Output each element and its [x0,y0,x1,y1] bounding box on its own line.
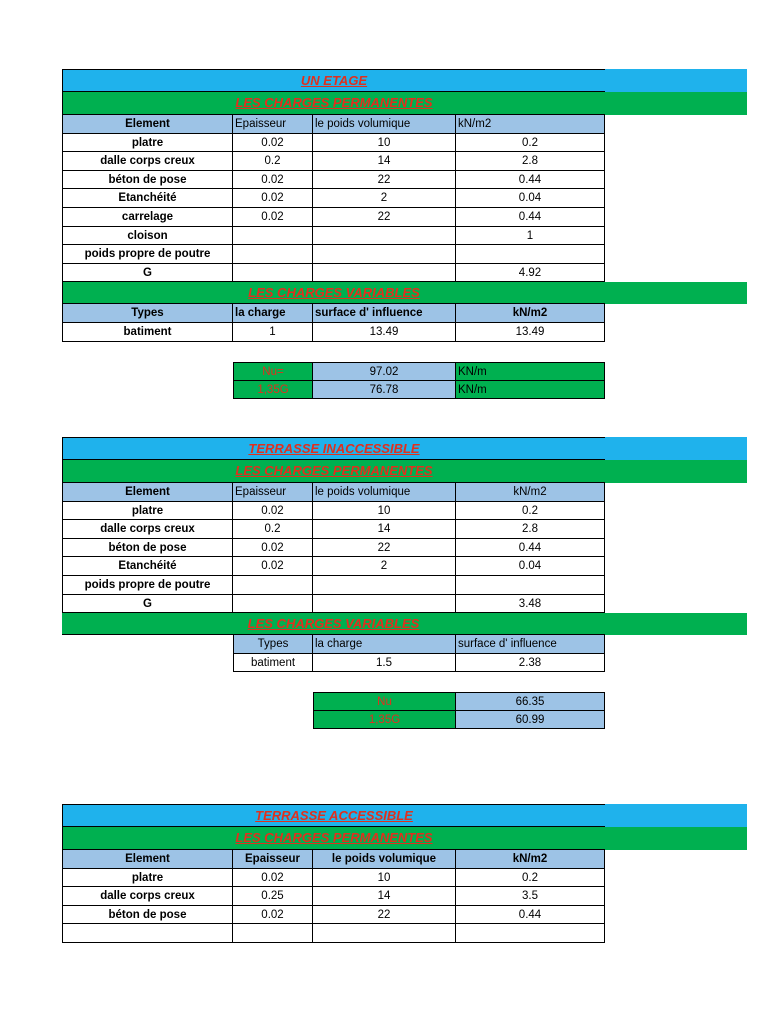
cell: platre [62,134,233,153]
cell [233,924,313,943]
cell: batiment [62,323,233,342]
summary-label: Nu [313,692,456,711]
cell [313,227,456,246]
cell: 14 [313,520,456,539]
cell: 0.04 [456,189,605,208]
summary-value: 97.02 [313,362,456,381]
cell: 0.02 [233,539,313,558]
cell: 0.44 [456,906,605,925]
cell: cloison [62,227,233,246]
cell: 2 [313,189,456,208]
cell: 0.02 [233,502,313,521]
cell: platre [62,869,233,888]
cell: 0.44 [456,539,605,558]
cell [456,576,605,595]
header-kn: kN/m2 [456,115,605,134]
cell: dalle corps creux [62,887,233,906]
cell: 2.8 [456,520,605,539]
header-kn: kN/m2 [456,850,605,869]
cell: 3.5 [456,887,605,906]
cell: poids propre de poutre [62,576,233,595]
cell [313,576,456,595]
cell: 13.49 [313,323,456,342]
cell [233,576,313,595]
cell: 3.48 [456,595,605,614]
cell [313,245,456,264]
cell: 10 [313,869,456,888]
header-element: Element [62,850,233,869]
cell: 10 [313,134,456,153]
header-surface: surface d' influence [313,304,456,323]
perm-title: LES CHARGES PERMANENTES [62,827,605,850]
cell [62,924,233,943]
cell: batiment [233,654,313,673]
cell: dalle corps creux [62,152,233,171]
cell: 0.2 [233,152,313,171]
cell [313,595,456,614]
cell: 0.02 [233,171,313,190]
header-kn: kN/m2 [456,304,605,323]
header-epaisseur: Epaisseur [233,115,313,134]
summary-value: 60.99 [456,711,605,730]
summary-value: 76.78 [313,381,456,400]
cell: 0.2 [233,520,313,539]
cell: 14 [313,152,456,171]
var-title: LES CHARGES VARIABLES [62,613,605,635]
header-charge: la charge [233,304,313,323]
cell: 22 [313,539,456,558]
cell: G [62,264,233,283]
header-epaisseur: Epaisseur [233,483,313,502]
cell: 0.02 [233,557,313,576]
cell: 0.2 [456,134,605,153]
cell: 0.04 [456,557,605,576]
cell: 0.2 [456,869,605,888]
cell: 0.02 [233,208,313,227]
cell: G [62,595,233,614]
cell: 22 [313,171,456,190]
cell [233,245,313,264]
summary-label: 1,35G [233,381,313,400]
header-kn: kN/m2 [456,483,605,502]
cell [456,924,605,943]
section-title: TERRASSE ACCESSIBLE [62,804,605,827]
cell: 22 [313,906,456,925]
cell [233,264,313,283]
cell: 10 [313,502,456,521]
cell: 22 [313,208,456,227]
cell: 0.02 [233,906,313,925]
summary-label: 1,35G [313,711,456,730]
header-poids: le poids volumique [313,850,456,869]
cell: dalle corps creux [62,520,233,539]
cell: 13.49 [456,323,605,342]
cell: 0.02 [233,869,313,888]
header-types: Types [62,304,233,323]
section-title: TERRASSE INACCESSIBLE [62,437,605,460]
header-poids: le poids volumique [313,483,456,502]
cell: 0.2 [456,502,605,521]
cell: 1.5 [313,654,456,673]
cell [313,264,456,283]
header-types: Types [233,635,313,654]
cell: 14 [313,887,456,906]
summary-unit: KN/m [456,381,605,400]
cell [456,245,605,264]
cell: 1 [456,227,605,246]
cell: 2.8 [456,152,605,171]
cell: béton de pose [62,906,233,925]
header-element: Element [62,115,233,134]
var-title: LES CHARGES VARIABLES [62,282,605,304]
cell: Etanchéité [62,189,233,208]
cell: 0.44 [456,208,605,227]
cell [233,595,313,614]
header-surface: surface d' influence [456,635,605,654]
header-charge: la charge [313,635,456,654]
perm-title: LES CHARGES PERMANENTES [62,460,605,483]
header-element: Element [62,483,233,502]
cell: 2.38 [456,654,605,673]
cell: platre [62,502,233,521]
cell: 0.44 [456,171,605,190]
cell: poids propre de poutre [62,245,233,264]
cell: béton de pose [62,539,233,558]
cell: béton de pose [62,171,233,190]
section-title: UN ETAGE [62,69,605,92]
cell: 0.25 [233,887,313,906]
cell: Etanchéité [62,557,233,576]
cell: 0.02 [233,189,313,208]
header-epaisseur: Epaisseur [233,850,313,869]
perm-title: LES CHARGES PERMANENTES [62,92,605,115]
cell: 4.92 [456,264,605,283]
cell: 1 [233,323,313,342]
cell: carrelage [62,208,233,227]
cell [313,924,456,943]
cell: 2 [313,557,456,576]
summary-unit: KN/m [456,362,605,381]
summary-value: 66.35 [456,692,605,711]
summary-label: Nu= [233,362,313,381]
cell [233,227,313,246]
cell: 0.02 [233,134,313,153]
header-poids: le poids volumique [313,115,456,134]
